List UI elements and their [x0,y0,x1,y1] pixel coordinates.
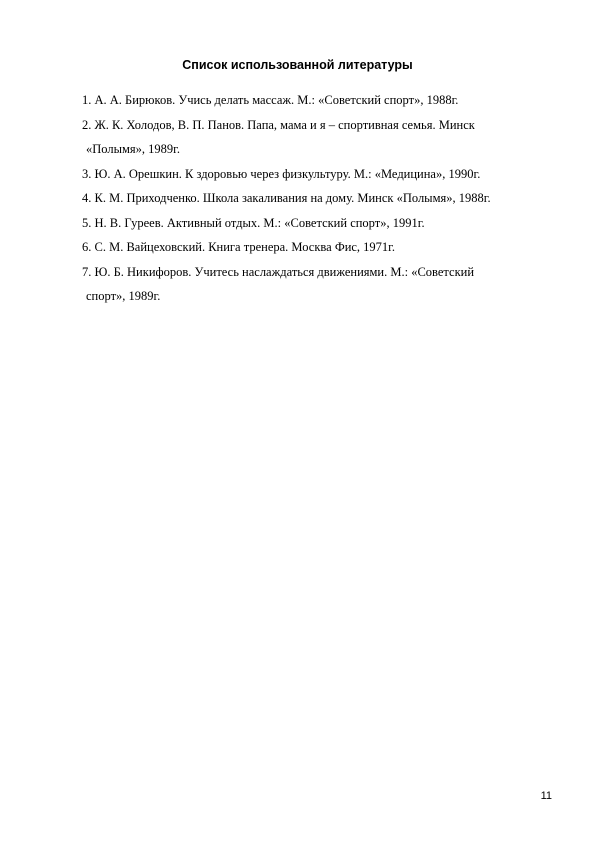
reference-text: А. А. Бирюков. Учись делать массаж. М.: «Советский спорт», 1988г. [94,93,459,107]
reference-list [82,88,552,309]
reference-number: 5. [82,215,92,230]
reference-number: 4. [82,191,92,205]
reference-item-2 [82,113,552,162]
reference-text-line1: Ю. Б. Никифоров. Учитесь наслаждаться движениями. М.: «Советский [94,264,475,279]
reference-text: К. М. Приходченко. Школа закаливания на дому. Минск «Полымя», 1988г. [94,191,491,205]
reference-item-3 [82,162,552,187]
reference-item-4 [82,186,552,211]
reference-text: С. М. Вайцеховский. Книга тренера. Москва Фис, 1971г. [94,240,396,254]
reference-item-7 [82,260,552,309]
reference-number: 7. [82,264,92,279]
page-title: Список использованной литературы [182,58,413,72]
reference-item-1 [82,88,552,113]
reference-text-line2: «Полымя», 1989г. [86,142,181,156]
reference-text: Н. В. Гуреев. Активный отдых. М.: «Советский спорт», 1991г. [94,215,425,230]
page-number: 11 [540,790,552,802]
reference-number: 3. [82,166,92,181]
reference-item-6 [82,235,552,260]
reference-text-line2: спорт», 1989г. [86,289,161,303]
reference-item-5 [82,211,552,236]
reference-text: Ю. А. Орешкин. К здоровью через физкультуру. М.: «Медицина», 1990г. [94,166,481,181]
reference-number: 1. [82,93,92,107]
reference-text-line1: Ж. К. Холодов, В. П. Панов. Папа, мама и я – спортивная семья. Минск [94,117,475,132]
reference-number: 2. [82,117,92,132]
reference-number: 6. [82,240,92,254]
